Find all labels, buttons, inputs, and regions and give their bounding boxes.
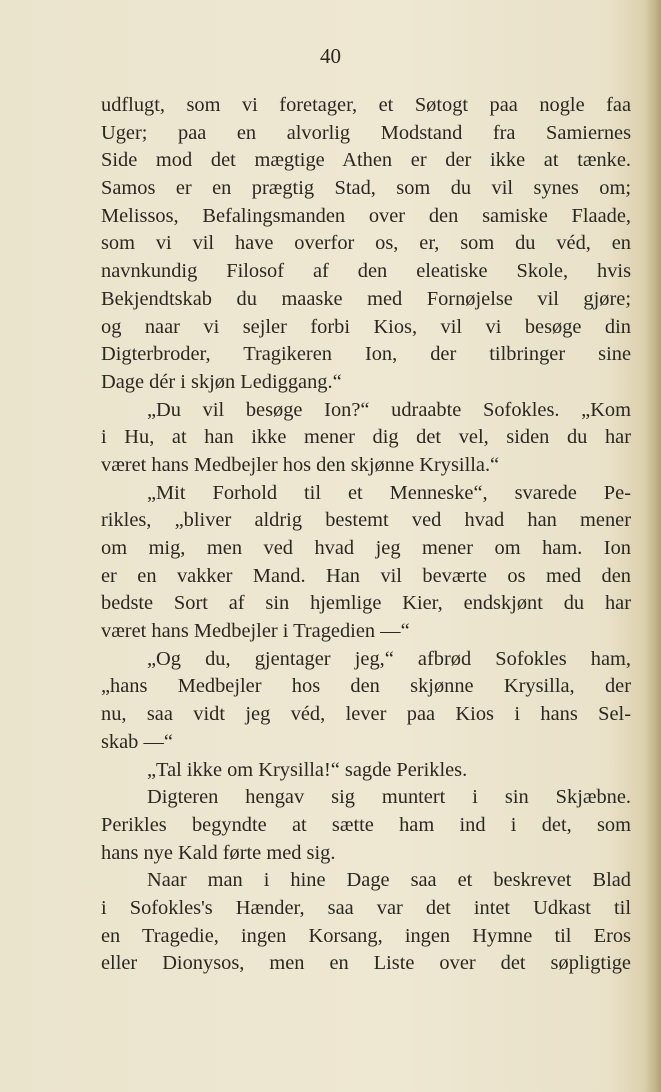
text-line: „Mit Forhold til et Menneske“, svarede Pe- bbox=[147, 481, 631, 504]
text-line: Samos er en prægtig Stad, som du vil synes om; bbox=[101, 177, 631, 200]
text-line: „Du vil besøge Ion?“ udraabte Sofokles. „Kom bbox=[147, 398, 631, 421]
text-line: bedste Sort af sin hjemlige Kier, endskjønt du har bbox=[101, 592, 631, 615]
text-line: navnkundig Filosof af den eleatiske Skole, hvis bbox=[101, 260, 631, 283]
text-line: Bekjendtskab du maaske med Fornøjelse vil gjøre; bbox=[101, 287, 631, 310]
text-line: „Og du, gjentager jeg,“ afbrød Sofokles ham, bbox=[147, 647, 631, 670]
text-line: Digteren hengav sig muntert i sin Skjæbne. bbox=[147, 786, 631, 809]
text-line: i Hu, at han ikke mener dig det vel, siden du har bbox=[101, 426, 631, 449]
text-line: „Tal ikke om Krysilla!“ sagde Perikles. bbox=[147, 758, 468, 781]
text-line: „hans Medbejler hos den skjønne Krysilla, der bbox=[101, 675, 631, 698]
text-line: er en vakker Mand. Han vil beværte os med den bbox=[101, 564, 631, 587]
text-line: Dage dér i skjøn Lediggang.“ bbox=[101, 370, 342, 393]
text-line: hans nye Kald førte med sig. bbox=[101, 841, 336, 864]
text-line: Side mod det mægtige Athen er der ikke at tænke. bbox=[101, 149, 631, 172]
text-line: Digterbroder, Tragikeren Ion, der tilbringer sine bbox=[101, 343, 631, 366]
text-line: eller Dionysos, men en Liste over det søpligtige bbox=[101, 952, 631, 975]
text-line: om mig, men ved hvad jeg mener om ham. Ion bbox=[101, 537, 631, 559]
text-line: Perikles begyndte at sætte ham ind i det, som bbox=[101, 813, 631, 836]
text-line: skab —“ bbox=[101, 730, 173, 753]
text-line: været hans Medbejler hos den skjønne Krysilla.“ bbox=[101, 453, 500, 476]
text-line: rikles, „bliver aldrig bestemt ved hvad han mener bbox=[101, 509, 631, 532]
text-line: Uger; paa en alvorlig Modstand fra Samiernes bbox=[101, 121, 631, 144]
page-edge-shadow bbox=[645, 0, 661, 1092]
text-line: i Sofokles's Hænder, saa var det intet Udkast til bbox=[101, 896, 631, 919]
body-text bbox=[101, 92, 631, 978]
text-line: en Tragedie, ingen Korsang, ingen Hymne til Eros bbox=[101, 924, 631, 947]
text-line: Naar man i hine Dage saa et beskrevet Blad bbox=[147, 869, 631, 892]
page-number: 40 bbox=[320, 44, 341, 68]
text-line: Melissos, Befalingsmanden over den samiske Flaade, bbox=[101, 204, 631, 227]
text-line: været hans Medbejler i Tragedien —“ bbox=[101, 620, 410, 643]
text-line: nu, saa vidt jeg véd, lever paa Kios i hans Sel- bbox=[101, 703, 631, 726]
text-line: og naar vi sejler forbi Kios, vil vi besøge din bbox=[101, 315, 631, 338]
text-line: udflugt, som vi foretager, et Søtogt paa nogle faa bbox=[101, 94, 631, 116]
text-line: som vi vil have overfor os, er, som du véd, en bbox=[101, 232, 631, 255]
